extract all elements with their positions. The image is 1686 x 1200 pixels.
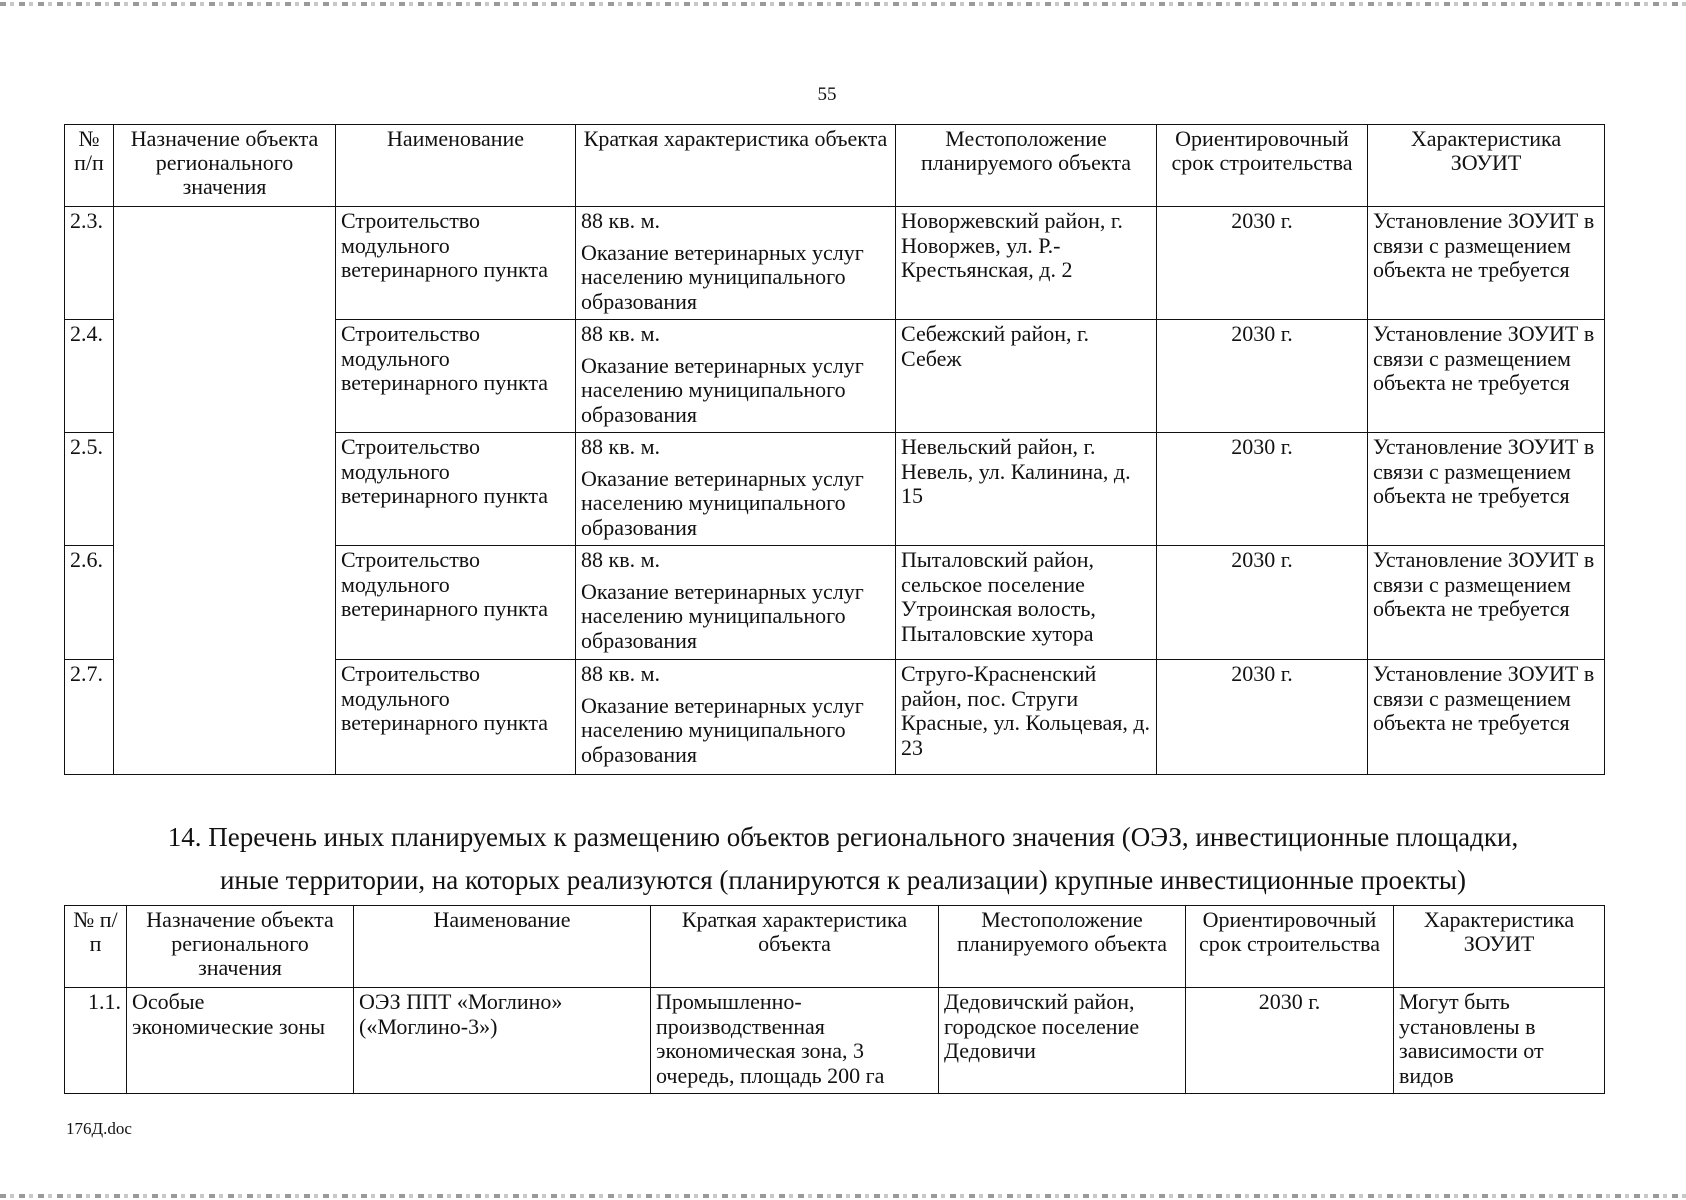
object-name: Строительство модульного ветеринарного пункта — [336, 660, 576, 775]
table-header-row — [65, 906, 1605, 988]
purpose-cell-merged — [114, 207, 336, 775]
object-description — [576, 207, 896, 320]
objects-table-continued — [64, 124, 1605, 775]
zouit-characteristic: Установление ЗОУИТ в связи с размещением объекта не требуется — [1368, 207, 1605, 320]
header-description: Краткая характеристика объекта — [651, 906, 939, 988]
construction-term: 2030 г. — [1157, 660, 1368, 775]
object-purpose-text: Оказание ветеринарных услуг населению муниципального образования — [581, 692, 864, 767]
section-14-title-line-1: 14. Перечень иных планируемых к размещению объектов регионального значения (ОЭЗ, инвестиционные площадки, — [167, 822, 1519, 852]
object-name: Строительство модульного ветеринарного пункта — [336, 546, 576, 660]
header-number: № п/п — [65, 125, 114, 207]
object-size: 88 кв. м. — [581, 434, 660, 459]
zouit-characteristic: Установление ЗОУИТ в связи с размещением объекта не требуется — [1368, 660, 1605, 775]
object-description — [576, 546, 896, 660]
row-number: 2.5. — [65, 433, 114, 546]
header-zouit: Характеристика ЗОУИТ — [1368, 125, 1605, 207]
scan-edge-bottom — [0, 1194, 1686, 1198]
object-purpose-text: Оказание ветеринарных услуг населению муниципального образования — [581, 352, 864, 427]
header-term: Ориентировочный срок строительства — [1157, 125, 1368, 207]
construction-term: 2030 г. — [1186, 988, 1394, 1094]
row-number: 1.1. — [65, 988, 127, 1094]
object-description — [576, 433, 896, 546]
construction-term: 2030 г. — [1157, 546, 1368, 660]
section-14-title-line-2: иные территории, на которых реализуются (планируются к реализации) крупные инвестиционные проекты) — [219, 865, 1467, 895]
object-name: Строительство модульного ветеринарного пункта — [336, 207, 576, 320]
object-location: Пыталовский район, сельское поселение Утроинская волость, Пыталовские хутора — [896, 546, 1157, 660]
object-location: Себежский район, г. Себеж — [896, 320, 1157, 433]
header-zouit: Характеристика ЗОУИТ — [1394, 906, 1605, 988]
object-location: Невельский район, г. Невель, ул. Калинина, д. 15 — [896, 433, 1157, 546]
investment-objects-table — [64, 905, 1605, 1094]
object-size: 88 кв. м. — [581, 547, 660, 572]
object-location: Новоржевский район, г. Новоржев, ул. Р.-Крестьянская, д. 2 — [896, 207, 1157, 320]
object-size: 88 кв. м. — [581, 661, 660, 686]
table-row — [65, 207, 1605, 320]
header-name: Наименование — [354, 906, 651, 988]
header-purpose: Назначение объекта регионального значения — [114, 125, 336, 207]
object-purpose-text: Оказание ветеринарных услуг населению муниципального образования — [581, 239, 864, 314]
object-name: Строительство модульного ветеринарного пункта — [336, 433, 576, 546]
table-header-row — [65, 125, 1605, 207]
header-term: Ориентировочный срок строительства — [1186, 906, 1394, 988]
header-location: Местоположение планируемого объекта — [939, 906, 1186, 988]
header-purpose: Назначение объекта регионального значения — [127, 906, 354, 988]
zouit-characteristic: Установление ЗОУИТ в связи с размещением объекта не требуется — [1368, 433, 1605, 546]
object-location: Дедовичский район, городское поселение Дедовичи — [939, 988, 1186, 1094]
zouit-characteristic: Установление ЗОУИТ в связи с размещением объекта не требуется — [1368, 546, 1605, 660]
row-number: 2.6. — [65, 546, 114, 660]
header-number: № п/п — [65, 906, 127, 988]
construction-term: 2030 г. — [1157, 207, 1368, 320]
zouit-characteristic: Могут быть установлены в зависимости от видов — [1394, 988, 1605, 1094]
object-purpose-text: Оказание ветеринарных услуг населению муниципального образования — [581, 578, 864, 653]
row-number: 2.3. — [65, 207, 114, 320]
header-name: Наименование — [336, 125, 576, 207]
header-description: Краткая характеристика объекта — [576, 125, 896, 207]
zouit-characteristic: Установление ЗОУИТ в связи с размещением объекта не требуется — [1368, 320, 1605, 433]
row-number: 2.4. — [65, 320, 114, 433]
construction-term: 2030 г. — [1157, 433, 1368, 546]
object-purpose: Особые экономические зоны — [127, 988, 354, 1094]
object-size: 88 кв. м. — [581, 321, 660, 346]
object-size: 88 кв. м. — [581, 208, 660, 233]
object-purpose-text: Оказание ветеринарных услуг населению муниципального образования — [581, 465, 864, 540]
object-name: ОЭЗ ППТ «Моглино» («Моглино-3») — [354, 988, 651, 1094]
object-description — [576, 320, 896, 433]
object-description: Промышленно-производственная экономическая зона, 3 очередь, площадь 200 га — [651, 988, 939, 1094]
row-number: 2.7. — [65, 660, 114, 775]
table-row — [65, 988, 1605, 1094]
page-number: 55 — [817, 84, 837, 105]
object-description — [576, 660, 896, 775]
header-location: Местоположение планируемого объекта — [896, 125, 1157, 207]
object-name: Строительство модульного ветеринарного пункта — [336, 320, 576, 433]
footer-file-name: 176Д.doc — [66, 1119, 132, 1138]
scan-edge-top — [0, 2, 1686, 6]
construction-term: 2030 г. — [1157, 320, 1368, 433]
object-location: Струго-Красненский район, пос. Струги Красные, ул. Кольцевая, д. 23 — [896, 660, 1157, 775]
